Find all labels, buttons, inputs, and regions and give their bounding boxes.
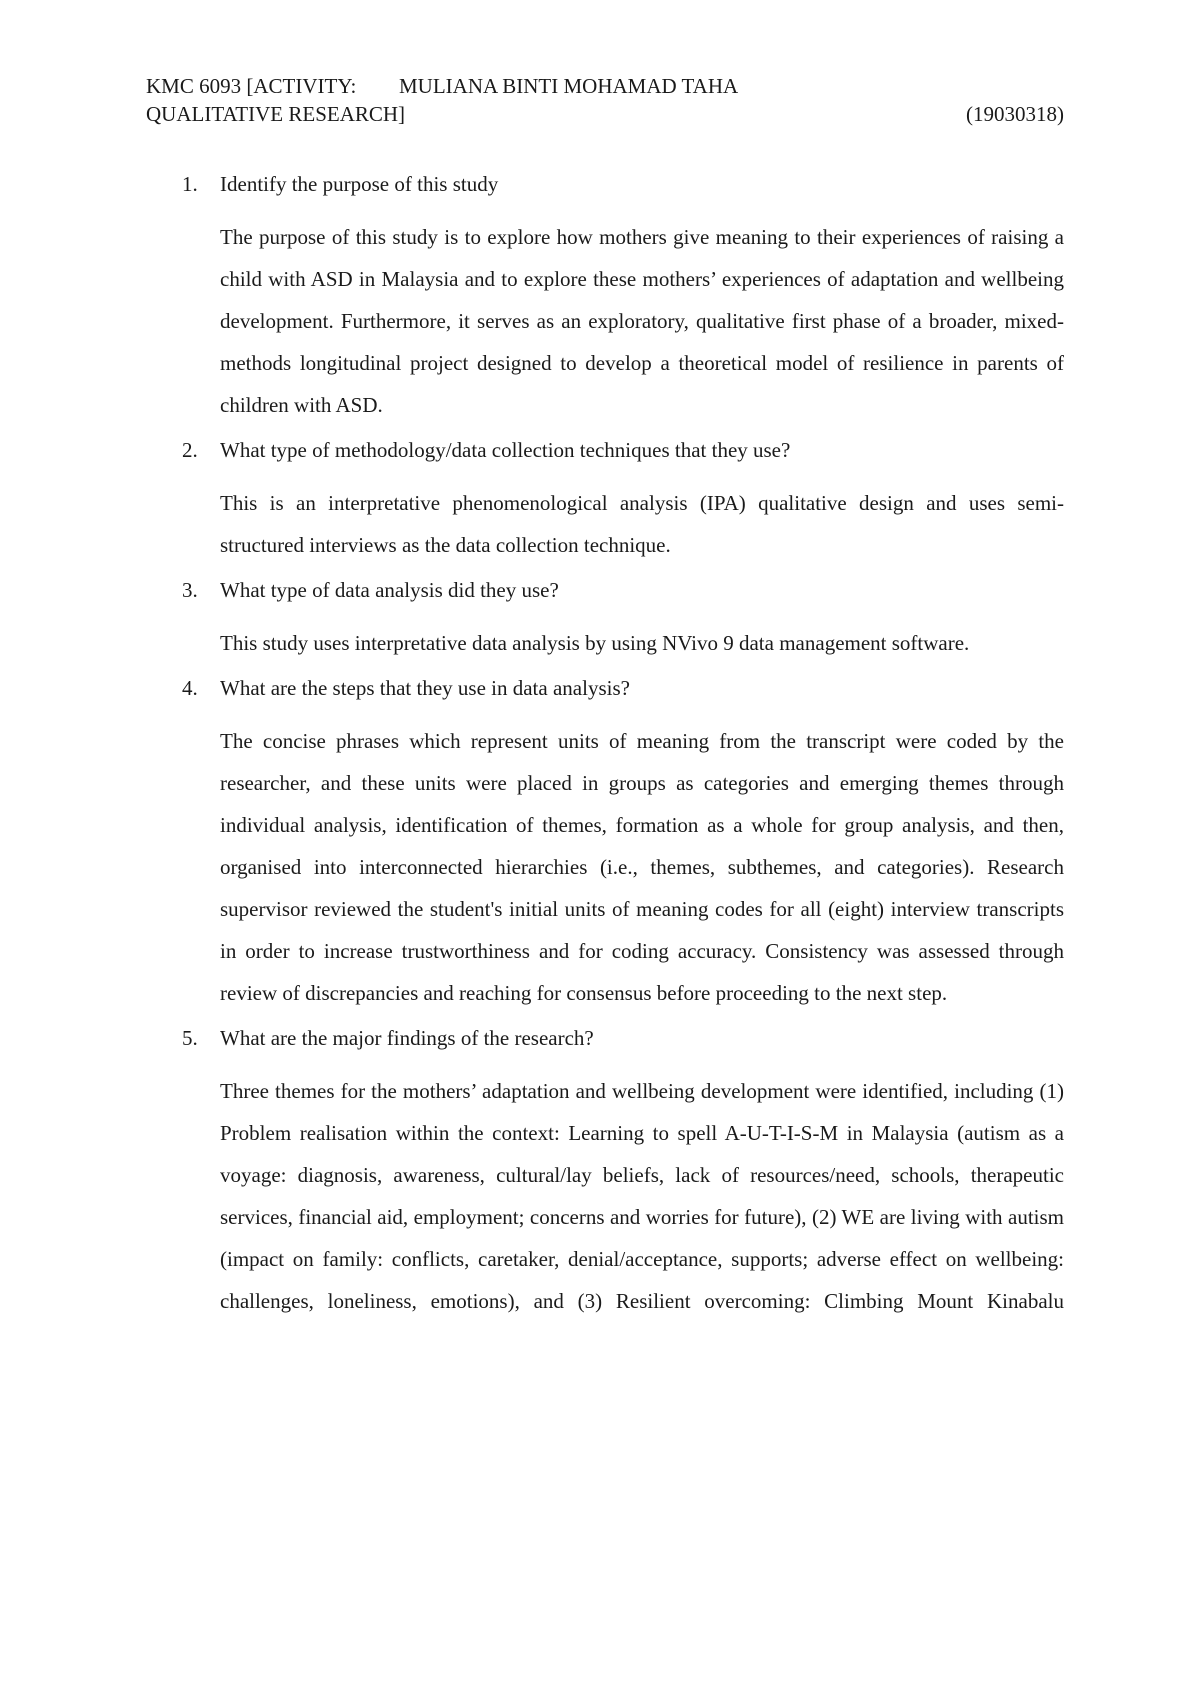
question-text: Identify the purpose of this study (220, 172, 499, 196)
course-activity: KMC 6093 [ACTIVITY: (146, 74, 357, 98)
question-item-3 (146, 576, 1064, 664)
question-text: What type of methodology/data collection techniques that they use? (220, 438, 791, 462)
question-text: What type of data analysis did they use? (220, 578, 559, 602)
question-text: What are the major findings of the research? (220, 1026, 594, 1050)
header-line-2 (146, 100, 1064, 128)
question-list (146, 170, 1064, 1322)
student-name: MULIANA BINTI MOHAMAD TAHA (399, 74, 739, 98)
question-heading (146, 170, 1064, 198)
question-number: 3. (182, 578, 198, 602)
answer-paragraph: The purpose of this study is to explore how mothers give meaning to their experiences of raising a child with ASD in Malaysia and to explore these mothers’ experiences of adaptation and wellbeing development. Furthermore, it serves as an exploratory, qualitative first phase of a broader, mixed-methods longitudinal project designed to develop a theoretical model of resilience in parents of children with ASD. (220, 225, 1064, 417)
question-heading (146, 1024, 1064, 1052)
course-topic: QUALITATIVE RESEARCH] (146, 102, 406, 126)
question-heading (146, 436, 1064, 464)
question-number: 5. (182, 1026, 198, 1050)
question-number: 1. (182, 172, 198, 196)
question-number: 4. (182, 676, 198, 700)
question-item-2 (146, 436, 1064, 566)
question-number: 2. (182, 438, 198, 462)
document-header (146, 72, 1064, 128)
header-line-1 (146, 72, 1064, 100)
question-item-1 (146, 170, 1064, 426)
question-heading (146, 674, 1064, 702)
question-item-4 (146, 674, 1064, 1014)
answer-paragraph: Three themes for the mothers’ adaptation and wellbeing development were identified, including (1) Problem realisation within the context: Learning to spell A-U-T-I-S-M in Malaysia (autism as a voyage: diagnosis, awareness, cultural/lay beliefs, lack of resources/need, schools, therapeutic services, financial aid, employment; concerns and worries for future), (2) WE are living with autism (impact on family: conflicts, caretaker, denial/acceptance, supports; adverse effect on wellbeing: challenges, loneliness, emotions), and (3) Resilient overcoming: Climbing Mount Kinabalu (220, 1079, 1064, 1313)
question-text: What are the steps that they use in data analysis? (220, 676, 630, 700)
answer-paragraph: This is an interpretative phenomenological analysis (IPA) qualitative design and uses semi-structured interviews as the data collection technique. (220, 491, 1064, 557)
answer-paragraph: This study uses interpretative data analysis by using NVivo 9 data management software. (220, 631, 970, 655)
answer-paragraph: The concise phrases which represent units of meaning from the transcript were coded by the researcher, and these units were placed in groups as categories and emerging themes through individual analysis, identification of themes, formation as a whole for group analysis, and then, organised into interconnected hierarchies (i.e., themes, subthemes, and categories). Research supervisor reviewed the student's initial units of meaning codes for all (eight) interview transcripts in order to increase trustworthiness and for coding accuracy. Consistency was assessed through review of discrepancies and reaching for consensus before proceeding to the next step. (220, 729, 1064, 1005)
question-item-5 (146, 1024, 1064, 1322)
question-heading (146, 576, 1064, 604)
student-id: (19030318) (966, 102, 1064, 126)
